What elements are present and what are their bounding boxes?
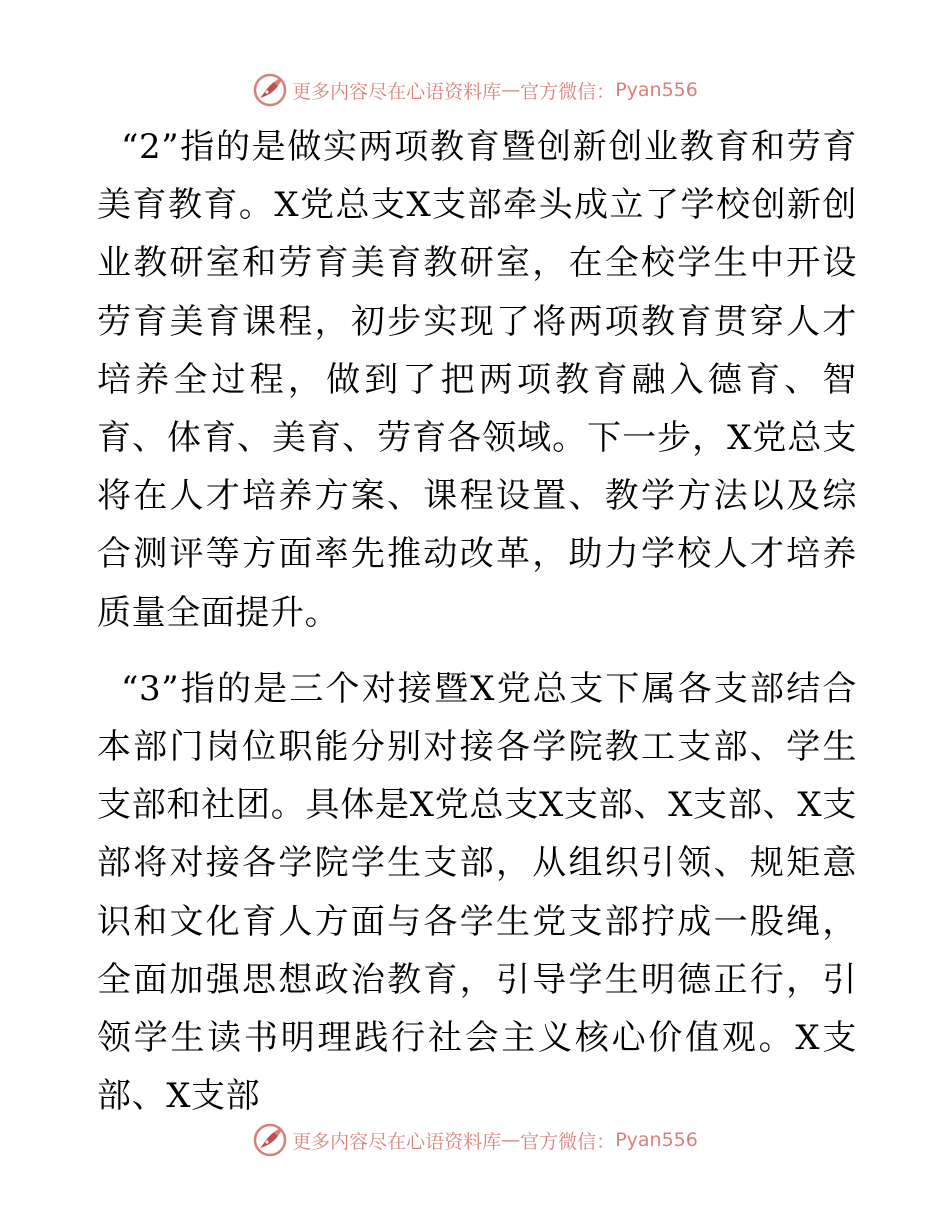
watermark-dash: — <box>501 1129 521 1151</box>
header-watermark <box>0 68 950 112</box>
footer-watermark <box>0 1118 950 1162</box>
watermark-wechat-label: 官方微信： <box>520 80 616 103</box>
document-body <box>97 118 857 1125</box>
watermark-wechat-id: Pyan556 <box>615 79 698 101</box>
watermark-text: 更多内容尽在心语资料库 <box>292 80 502 103</box>
watermark-wechat-id: Pyan556 <box>615 1129 698 1151</box>
pen-nib-logo-icon <box>252 72 288 108</box>
watermark-text: 更多内容尽在心语资料库 <box>292 1130 502 1153</box>
watermark-dash: — <box>501 79 521 101</box>
paragraph-3: “3”指的是三个对接暨X党总支下属各支部结合本部门岗位职能分别对接各学院教工支部、学生支部和社团。具体是X党总支X支部、X支部、X支部将对接各学院学生支部，从组织引领、规矩意识和文化育人方面与各学生党支部拧成一股绳，全面加强思想政治教育，引导学生明德正行，引领学生读书明理践行社会主义核心价值观。X支部、X支部 <box>97 668 857 1117</box>
paragraph-2: “2”指的是做实两项教育暨创新创业教育和劳育美育教育。X党总支X支部牵头成立了学校创新创业教研室和劳育美育教研室，在全校学生中开设劳育美育课程，初步实现了将两项教育贯穿人才培养全过程，做到了把两项教育融入德育、智育、体育、美育、劳育各领域。下一步，X党总支将在人才培养方案、课程设置、教学方法以及综合测评等方面率先推动改革，助力学校人才培养质量全面提升。 <box>97 127 857 633</box>
pen-nib-logo-icon <box>252 1122 288 1158</box>
watermark-wechat-label: 官方微信： <box>520 1130 616 1153</box>
